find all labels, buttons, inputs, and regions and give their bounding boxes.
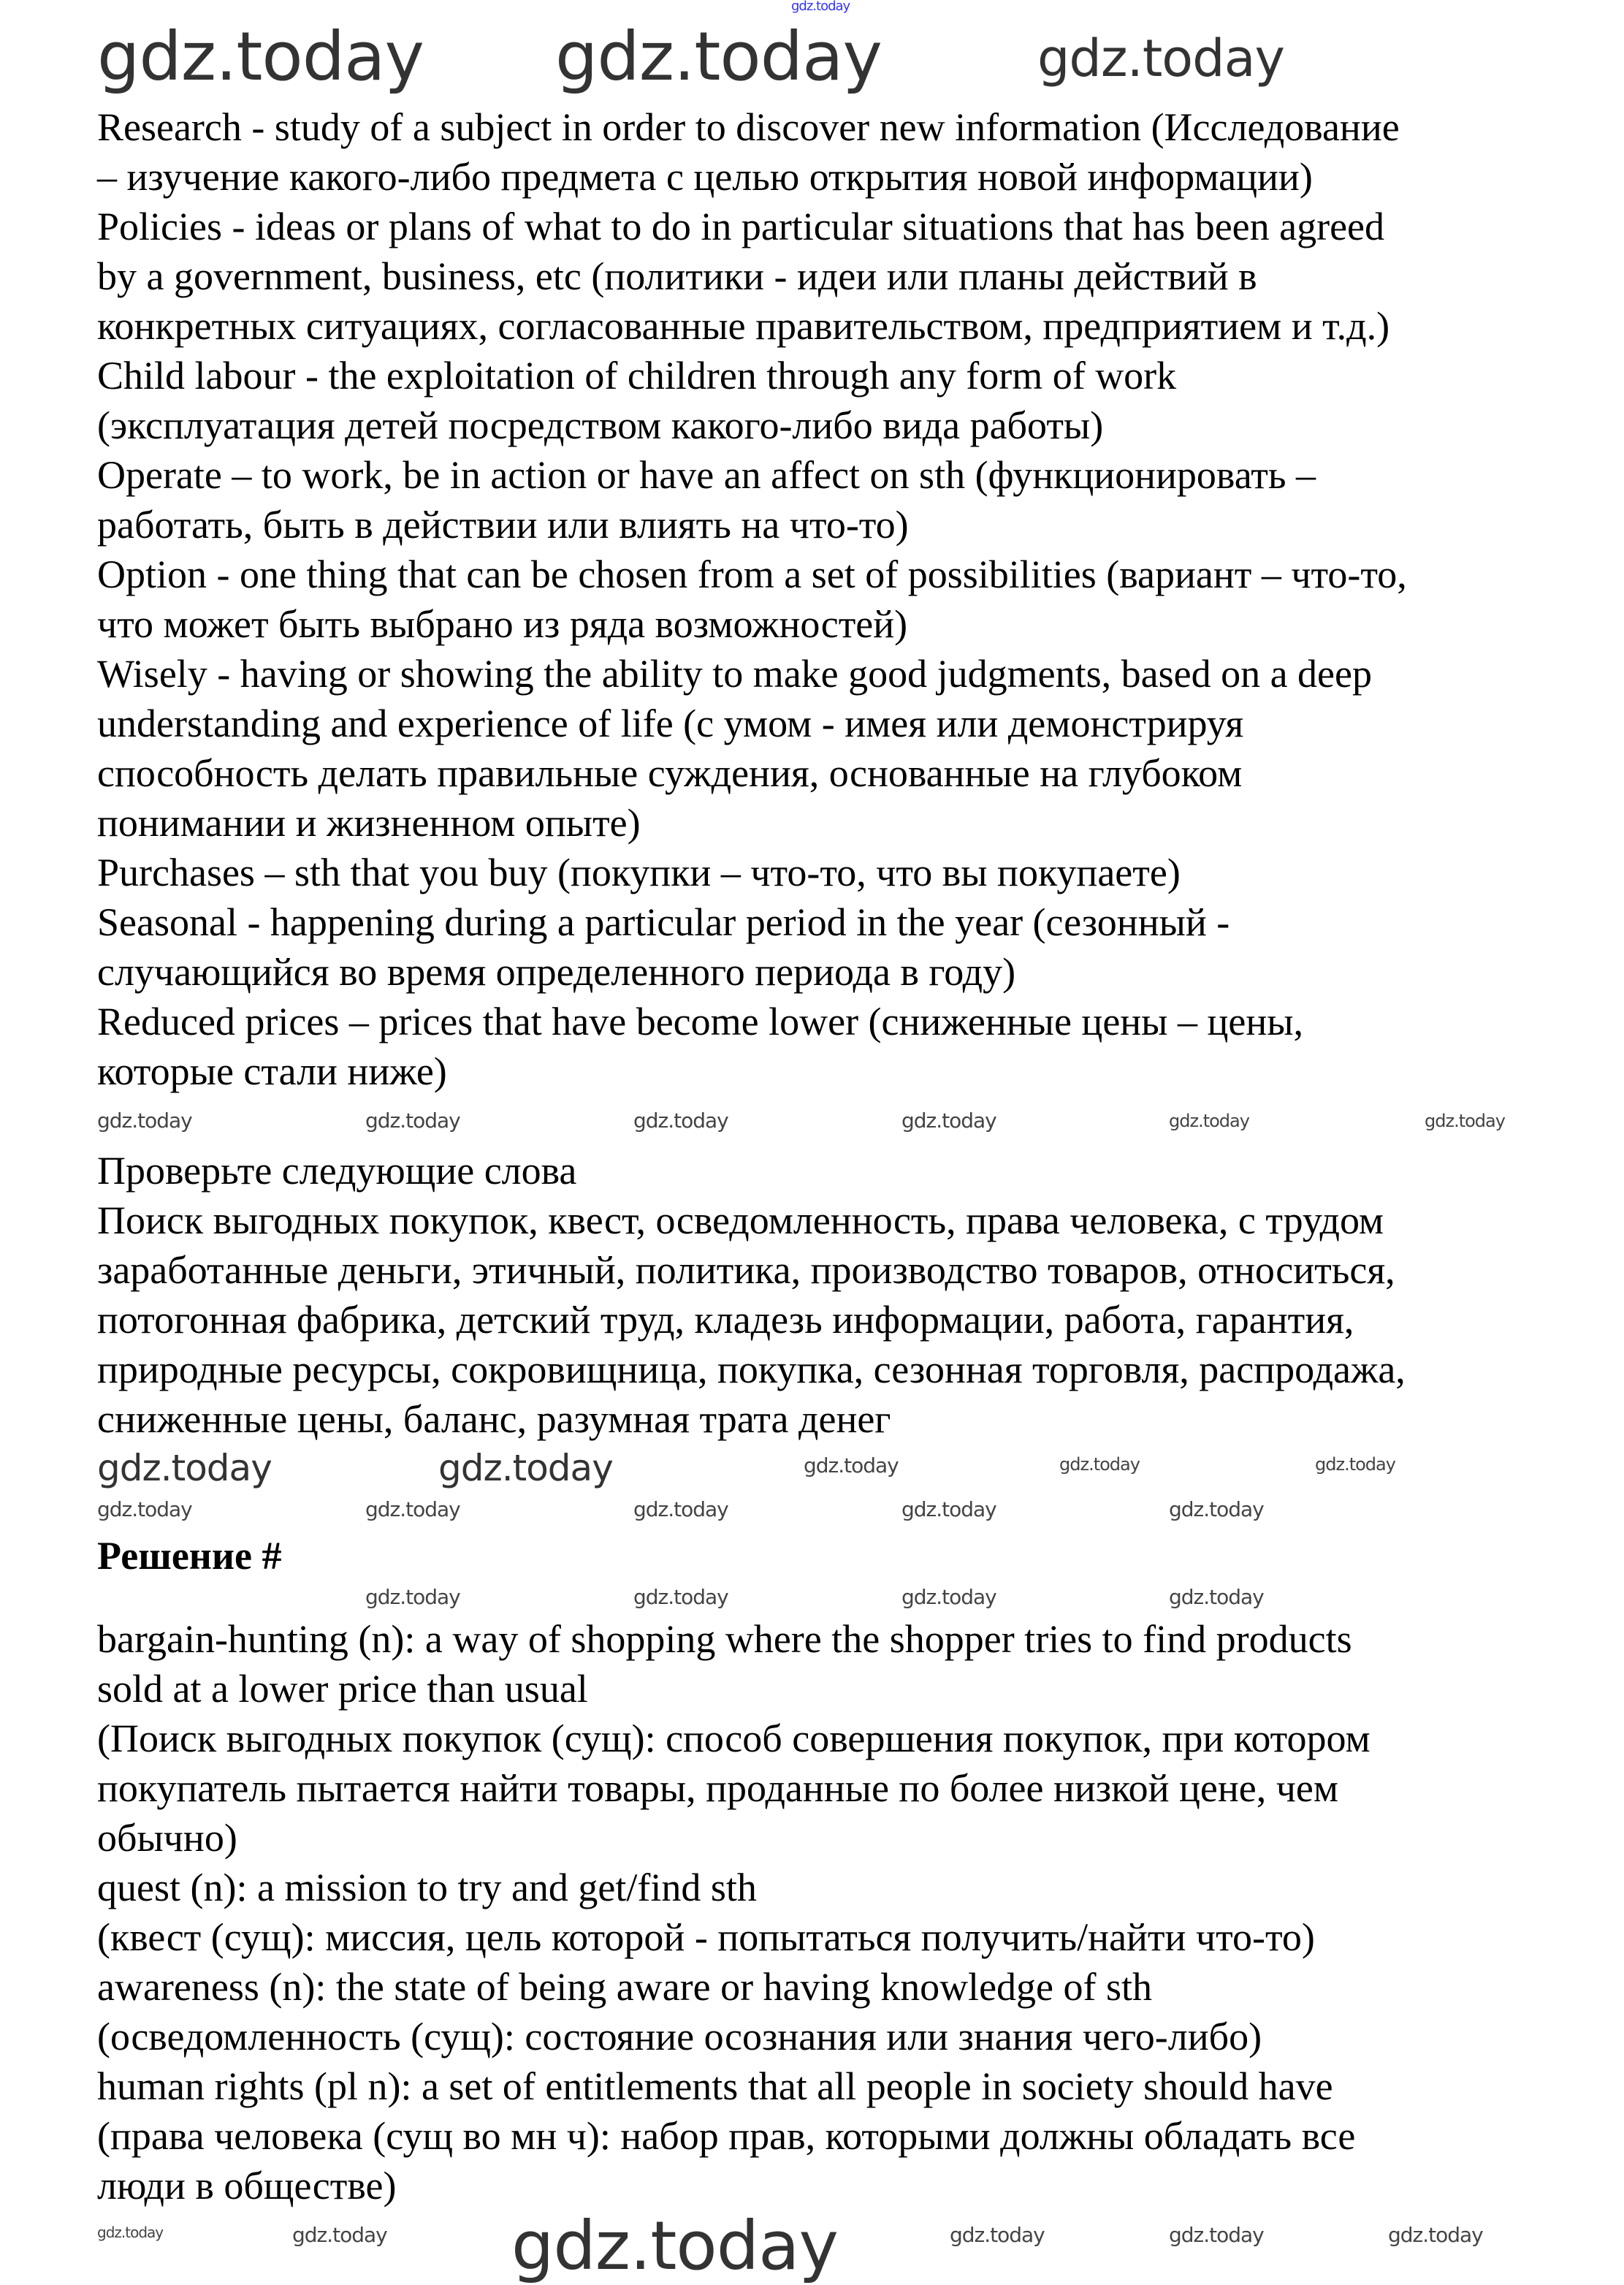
watermark: gdz.today xyxy=(901,1585,996,1609)
text-line: способность делать правильные суждения, основанные на глубоком xyxy=(97,751,1243,795)
text-line: Purchases – sth that you buy (покупки – что-то, что вы покупаете) xyxy=(97,851,1181,894)
watermark: gdz.today xyxy=(97,1109,192,1133)
text-line: случающийся во время определенного периода в году) xyxy=(97,950,1016,994)
watermark: gdz.today xyxy=(1315,1454,1395,1475)
text-line: (квест (сущ): миссия, цель которой - попытаться получить/найти что-то) xyxy=(97,1915,1315,1959)
check-words-title: Проверьте следующие слова xyxy=(97,1149,577,1193)
watermark: gdz.today xyxy=(901,1109,996,1133)
vocabulary-section xyxy=(97,102,1407,1096)
watermark: gdz.today xyxy=(97,2224,164,2241)
solution-section xyxy=(97,1614,1371,2210)
watermark: gdz.today xyxy=(1059,1454,1140,1475)
text-line: природные ресурсы, сокровищница, покупка, сезонная торговля, распродажа, xyxy=(97,1347,1406,1391)
text-line: (права человека (сущ во мн ч): набор прав, которыми должны обладать все xyxy=(97,2114,1356,2158)
watermark: gdz.today xyxy=(438,1447,613,1489)
text-line: Wisely - having or showing the ability to make good judgments, based on a deep xyxy=(97,652,1372,696)
text-line: (Поиск выгодных покупок (сущ): способ совершения покупок, при котором xyxy=(97,1716,1371,1760)
watermark: gdz.today xyxy=(804,1453,899,1478)
watermark: gdz.today xyxy=(292,2223,387,2247)
text-line: by a government, business, etc (политики - идеи или планы действий в xyxy=(97,254,1257,298)
text-line: Operate – to work, be in action or have an affect on sth (функционировать – xyxy=(97,453,1316,497)
text-line: quest (n): a mission to try and get/find sth xyxy=(97,1866,757,1909)
text-line: – изучение какого-либо предмета с целью открытия новой информации) xyxy=(97,155,1313,199)
solution-heading: Решение # xyxy=(97,1534,282,1578)
check-words-section xyxy=(97,1146,1406,1444)
watermark: gdz.today xyxy=(365,1585,460,1609)
text-line: bargain-hunting (n): a way of shopping where the shopper tries to find products xyxy=(97,1617,1352,1661)
text-line: (осведомленность (сущ): состояние осознания или знания чего-либо) xyxy=(97,2015,1262,2058)
watermark: gdz.today xyxy=(97,18,424,96)
text-line: потогонная фабрика, детский труд, кладезь информации, работа, гарантия, xyxy=(97,1298,1354,1342)
text-line: Option - one thing that can be chosen from a set of possibilities (вариант – что-то, xyxy=(97,552,1407,596)
watermark: gdz.today xyxy=(1037,28,1284,88)
watermark: gdz.today xyxy=(633,1109,728,1133)
text-line: заработанные деньги, этичный, политика, производство товаров, относиться, xyxy=(97,1248,1395,1292)
watermark-header: gdz.today xyxy=(791,0,850,14)
watermark: gdz.today xyxy=(1169,1497,1264,1521)
text-line: Поиск выгодных покупок, квест, осведомленность, права человека, с трудом xyxy=(97,1198,1384,1242)
text-line: Child labour - the exploitation of children through any form of work xyxy=(97,354,1177,398)
text-line: awareness (n): the state of being aware or having knowledge of sth xyxy=(97,1965,1152,2009)
text-line: Policies - ideas or plans of what to do in particular situations that has been agreed xyxy=(97,205,1385,248)
text-line: понимании и жизненном опыте) xyxy=(97,801,641,845)
watermark: gdz.today xyxy=(1169,2223,1264,2247)
watermark: gdz.today xyxy=(633,1497,728,1521)
text-line: human rights (pl n): a set of entitlements that all people in society should have xyxy=(97,2064,1333,2108)
text-line: что может быть выбрано из ряда возможностей) xyxy=(97,602,908,646)
watermark: gdz.today xyxy=(1425,1111,1505,1131)
text-line: (эксплуатация детей посредством какого-либо вида работы) xyxy=(97,403,1104,447)
text-line: работать, быть в действии или влиять на что-то) xyxy=(97,503,909,547)
watermark: gdz.today xyxy=(97,1447,272,1489)
text-line: understanding and experience of life (с умом - имея или демонстрируя xyxy=(97,702,1244,745)
text-line: обычно) xyxy=(97,1816,237,1860)
watermark: gdz.today xyxy=(97,1497,192,1521)
watermark: gdz.today xyxy=(365,1109,460,1133)
text-line: которые стали ниже) xyxy=(97,1049,447,1093)
text-line: покупатель пытается найти товары, проданные по более низкой цене, чем xyxy=(97,1766,1339,1810)
watermark: gdz.today xyxy=(1169,1111,1249,1131)
text-line: Reduced prices – prices that have become lower (сниженные цены – цены, xyxy=(97,1000,1304,1043)
text-line: sold at a lower price than usual xyxy=(97,1667,588,1711)
watermark: gdz.today xyxy=(1388,2223,1483,2247)
text-line: сниженные цены, баланс, разумная трата денег xyxy=(97,1397,891,1441)
watermark: gdz.today xyxy=(1169,1585,1264,1609)
watermark: gdz.today xyxy=(950,2223,1045,2247)
watermark: gdz.today xyxy=(555,18,882,96)
watermark: gdz.today xyxy=(633,1585,728,1609)
text-line: Research - study of a subject in order to discover new information (Исследование xyxy=(97,105,1400,149)
watermark: gdz.today xyxy=(511,2207,838,2285)
text-line: люди в обществе) xyxy=(97,2164,397,2208)
text-line: конкретных ситуациях, согласованные правительством, предприятием и т.д.) xyxy=(97,304,1390,348)
text-line: Seasonal - happening during a particular period in the year (сезонный - xyxy=(97,900,1230,944)
watermark: gdz.today xyxy=(365,1497,460,1521)
watermark: gdz.today xyxy=(901,1497,996,1521)
